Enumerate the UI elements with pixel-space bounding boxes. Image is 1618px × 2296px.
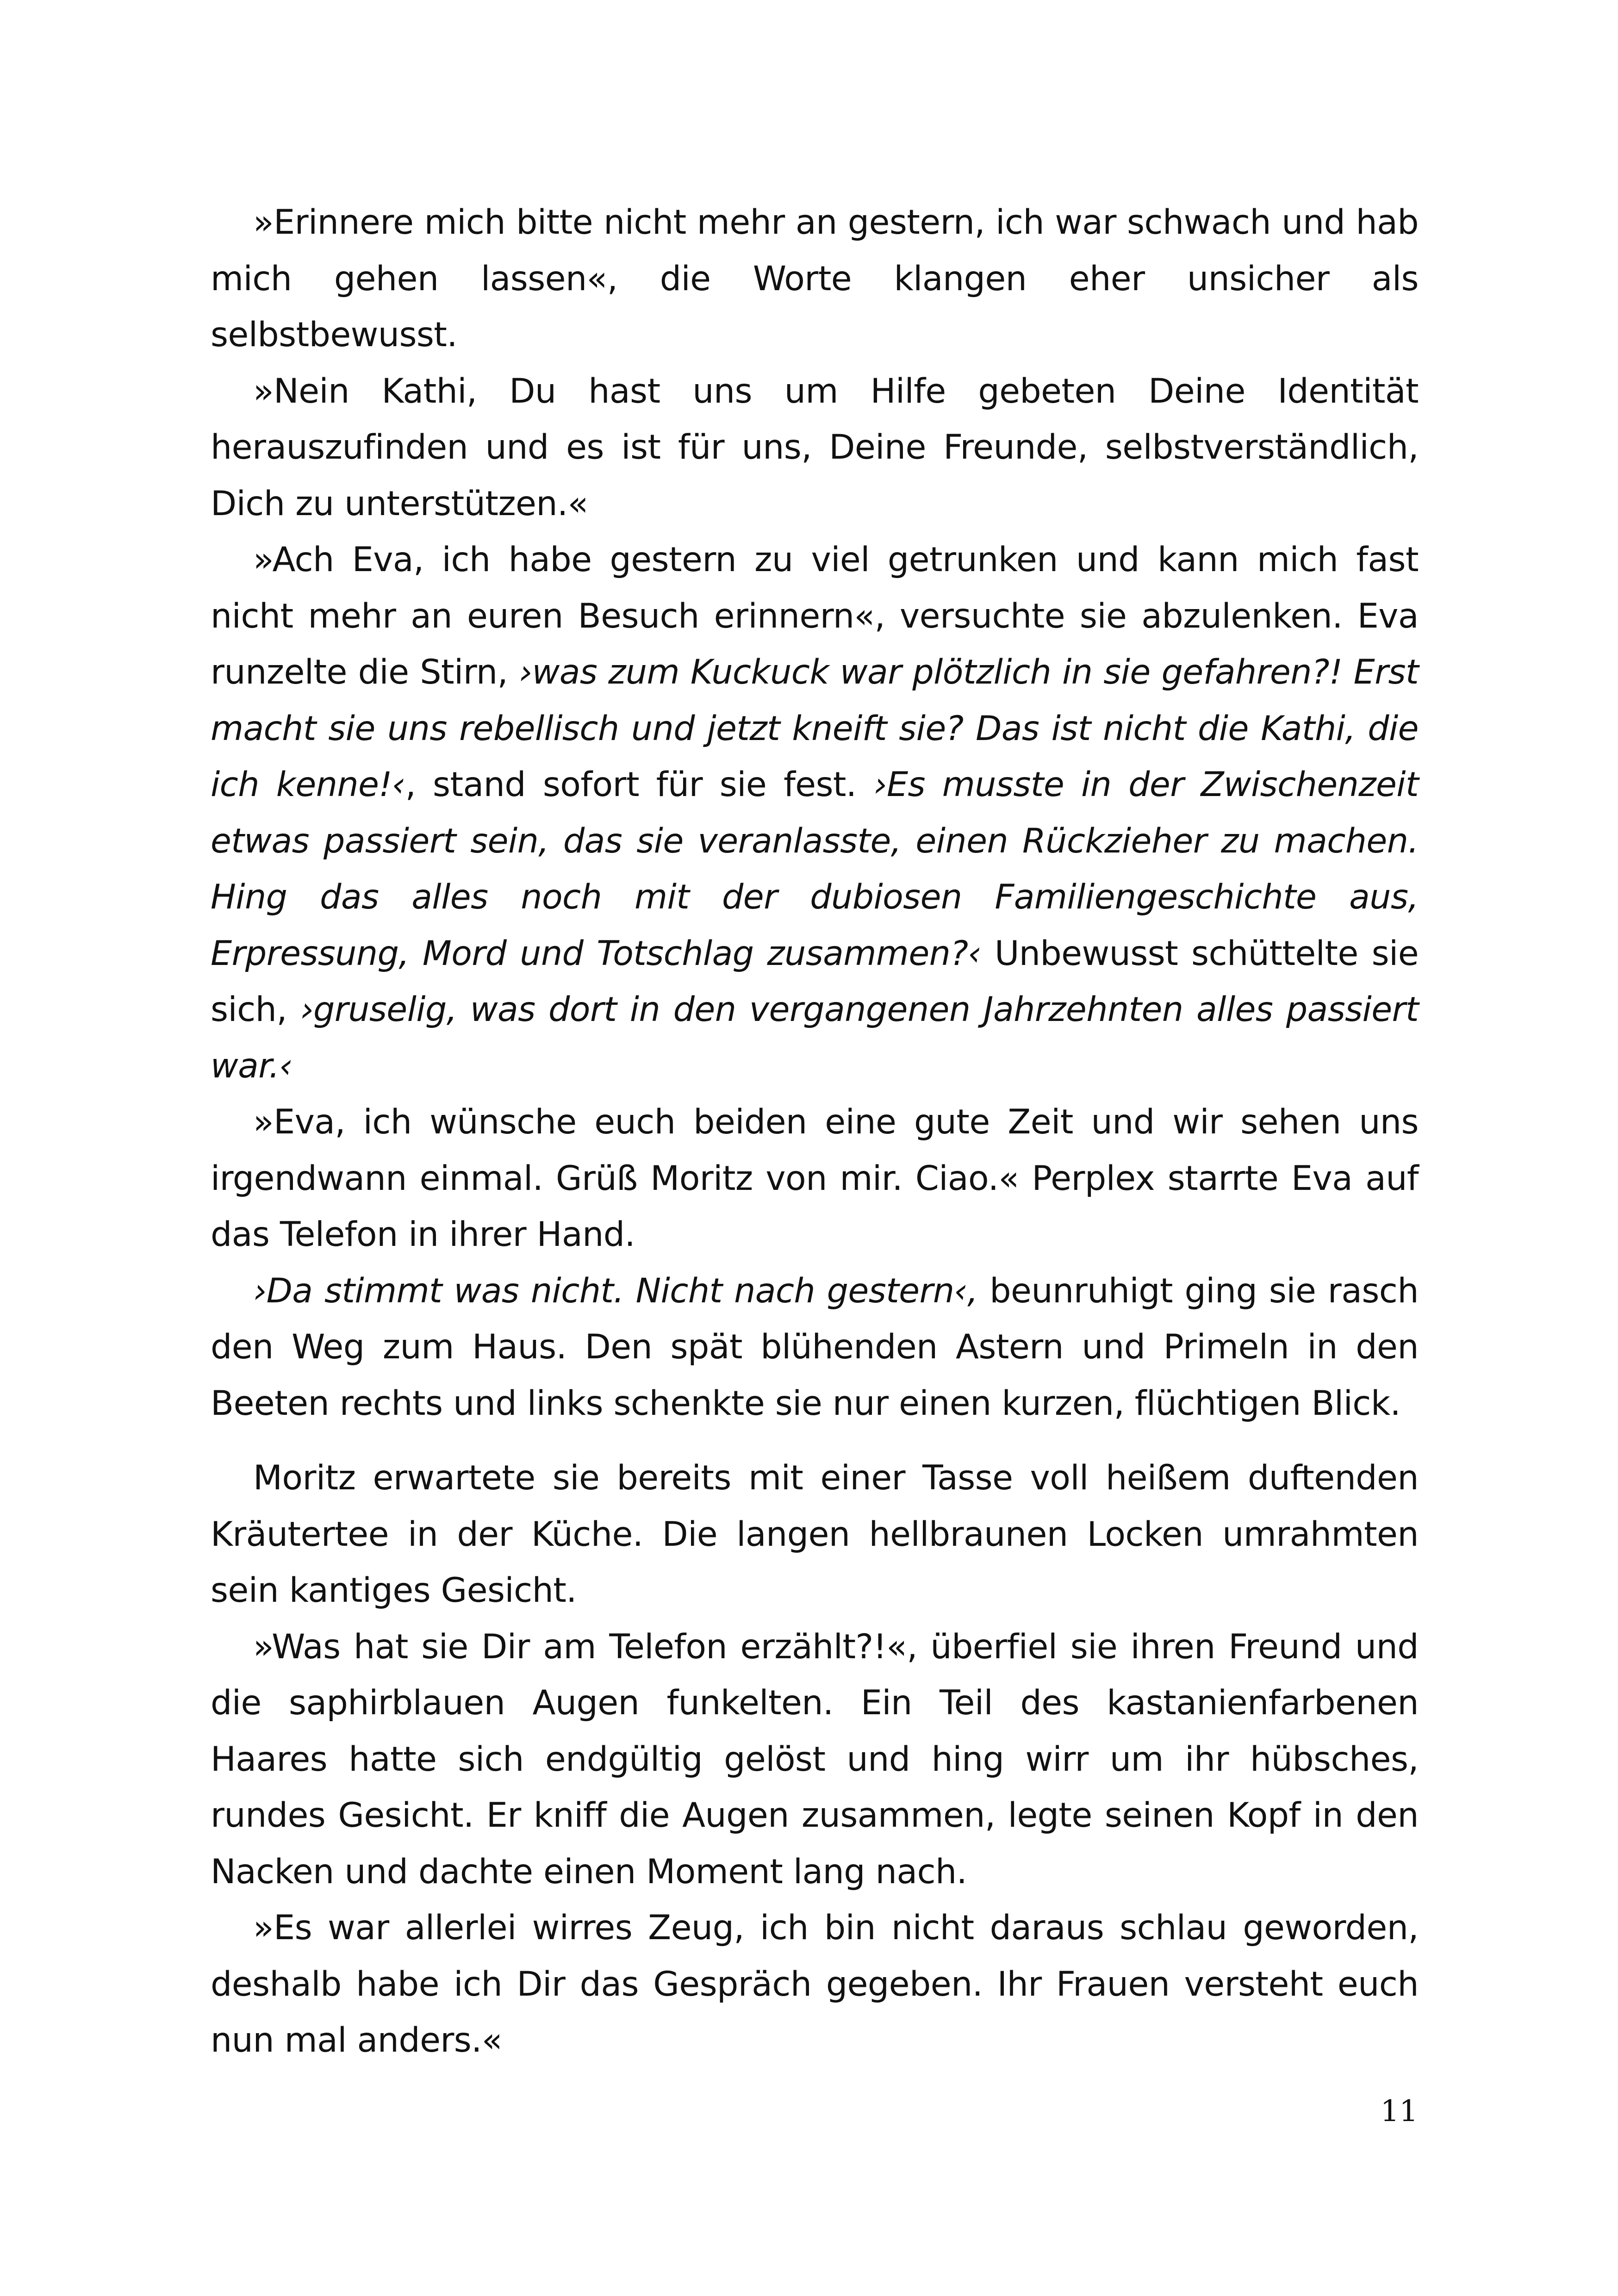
- paragraph-1: [211, 194, 1419, 363]
- inner-thought-text: ›Es musste in der Zwischenzeit etwas passiert sein, das sie veranlasste, einen Rückzieher zu machen. Hing das alles noch mit der dubiosen Familiengeschichte aus, Erpressung, Mord und Totschlag zusammen?‹: [211, 765, 1419, 973]
- paragraph-5: [211, 1263, 1419, 1432]
- body-text: [211, 194, 1419, 2069]
- paragraph-2: [211, 363, 1419, 532]
- inner-thought-text: ›was zum Kuckuck war plötzlich in sie gefahren?! Erst macht sie uns rebellisch und jetzt kneift sie? Das ist nicht die Kathi, die ich kenne!‹: [211, 653, 1419, 804]
- narration-text: Moritz erwartete sie bereits mit einer Tasse voll heißem duftenden Kräutertee in der Küche. Die langen hellbraunen Locken umrahmten sein kantiges Gesicht.: [211, 1458, 1419, 1610]
- dialogue-text: »Nein Kathi, Du hast uns um Hilfe gebeten Deine Identität herauszufinden und es ist für uns, Deine Freunde, selbstverständlich, Dich zu unterstützen.«: [211, 371, 1419, 523]
- page-number: 11: [1380, 2094, 1418, 2128]
- inner-thought-text: ›gruselig, was dort in den vergangenen Jahrzehnten alles passiert war.‹: [211, 990, 1419, 1086]
- dialogue-text: »Erinnere mich bitte nicht mehr an gestern, ich war schwach und hab mich gehen lassen«, die Worte klangen eher unsicher als selbstbewusst.: [211, 203, 1419, 355]
- paragraph-4: [211, 1094, 1419, 1263]
- dialogue-text: »Was hat sie Dir am Telefon erzählt?!«, überfiel sie ihren Freund und die saphirblauen Augen funkelten. Ein Teil des kastanienfarbenen Haares hatte sich endgültig gelöst und hing wirr um ihr hübsches, rundes Gesicht. Er kniff die Augen zusammen, legte seinen Kopf in den Nacken und dachte einen Moment lang nach.: [211, 1627, 1419, 1892]
- dialogue-text: »Es war allerlei wirres Zeug, ich bin nicht daraus schlau geworden, deshalb habe ich Dir das Gespräch gegeben. Ihr Frauen versteht euch nun mal anders.«: [211, 1908, 1419, 2060]
- paragraph-6: [211, 1450, 1419, 1619]
- narration-text: Unbewusst schüttelte sie sich,: [211, 933, 1419, 1029]
- inner-thought-text: ›Da stimmt was nicht. Nicht nach gestern‹,: [253, 1271, 978, 1311]
- paragraph-3: [211, 532, 1419, 1094]
- paragraph-7: [211, 1619, 1419, 1900]
- dialogue-text: »Eva, ich wünsche euch beiden eine gute Zeit und wir sehen uns irgendwann einmal. Grüß Moritz von mir. Ciao.« Perplex starrte Eva auf das Telefon in ihrer Hand.: [211, 1102, 1419, 1254]
- dialogue-text: »Ach Eva, ich habe gestern zu viel getrunken und kann mich fast nicht mehr an euren Besuch erinnern«, versuchte sie abzulenken. Eva runzelte die Stirn,: [211, 540, 1419, 692]
- narration-text: beunruhigt ging sie rasch den Weg zum Haus. Den spät blühenden Astern und Primeln in den Beeten rechts und links schenkte sie nur einen kurzen, flüchtigen Blick.: [211, 1271, 1419, 1423]
- narration-text: , stand sofort für sie fest.: [405, 765, 874, 804]
- paragraph-8: [211, 1900, 1419, 2069]
